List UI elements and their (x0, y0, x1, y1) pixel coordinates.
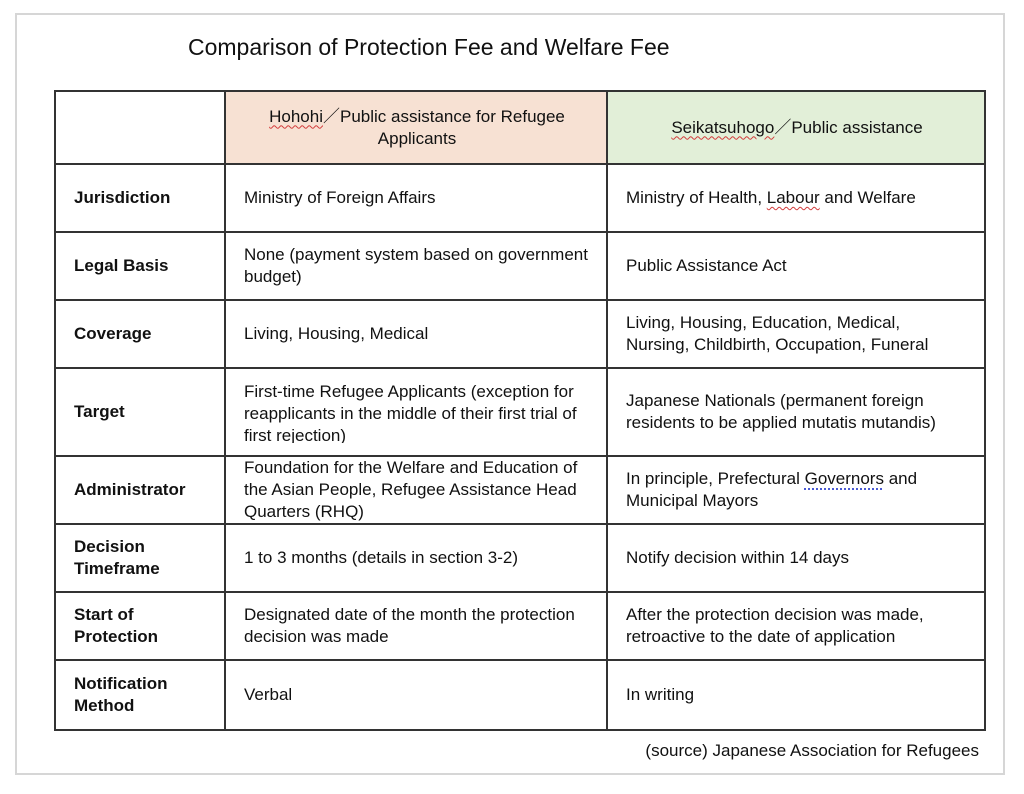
header-empty-cell (55, 91, 225, 164)
cell-hohohi (225, 368, 607, 456)
header-hohohi-text: ／Public assistance for Refugee Applicants (322, 106, 565, 148)
cell-seikatsuhogo: Japanese Nationals (permanent foreign residents to be applied mutatis mutandis) (607, 368, 985, 456)
cell-seikatsuhogo (607, 456, 985, 524)
cell-hohohi: Verbal (225, 660, 607, 730)
table-row (55, 164, 985, 232)
cell-text: Ministry of Health, (626, 188, 767, 207)
row-label: Administrator (55, 456, 225, 524)
header-seikatsuhogo-text: ／Public assistance (774, 117, 923, 137)
row-label: Decision Timeframe (55, 524, 225, 592)
cell-hohohi: Living, Housing, Medical (225, 300, 607, 368)
row-label: Coverage (55, 300, 225, 368)
header-hohohi (225, 91, 607, 164)
table-row (55, 368, 985, 456)
table-row (55, 232, 985, 300)
cell-hohohi: None (payment system based on government budget) (225, 232, 607, 300)
cell-marked-word: Labour (766, 188, 820, 207)
cell-seikatsuhogo: Notify decision within 14 days (607, 524, 985, 592)
cell-seikatsuhogo: Public Assistance Act (607, 232, 985, 300)
comparison-table (54, 90, 986, 731)
cell-hohohi: Foundation for the Welfare and Education of the Asian People, Refugee Assistance Head Quarters (RHQ) (225, 456, 607, 524)
cell-seikatsuhogo: In writing (607, 660, 985, 730)
cell-hohohi: 1 to 3 months (details in section 3-2) (225, 524, 607, 592)
cell-text: and Municipal Mayors (626, 469, 918, 510)
cell-text: and Welfare (819, 188, 916, 207)
cell-seikatsuhogo (607, 164, 985, 232)
table-row (55, 524, 985, 592)
cell-text: Living, Housing, Education, Medical, Nursing, Childbirth, Occupation, Funeral (626, 313, 929, 354)
table-row (55, 592, 985, 660)
source-note: (source) Japanese Association for Refugees (645, 741, 979, 760)
cell-marked-word: Governors (804, 469, 884, 488)
row-label: Legal Basis (55, 232, 225, 300)
row-label: Jurisdiction (55, 164, 225, 232)
header-seikatsuhogo-term: Seikatsuhogo (671, 117, 775, 137)
table-row (55, 660, 985, 730)
page-title: Comparison of Protection Fee and Welfare Fee (188, 34, 670, 60)
cell-seikatsuhogo (607, 300, 985, 368)
row-label: Start of Protection (55, 592, 225, 660)
header-seikatsuhogo (607, 91, 985, 164)
cell-seikatsuhogo: After the protection decision was made, retroactive to the date of application (607, 592, 985, 660)
cell-text: First-time Refugee Applicants (exception for reapplicants in the middle of their first trial of first rejection) (244, 382, 577, 443)
row-label: Notification Method (55, 660, 225, 730)
cell-hohohi: Ministry of Foreign Affairs (225, 164, 607, 232)
cell-text: In principle, Prefectural (626, 469, 805, 488)
cell-hohohi: Designated date of the month the protection decision was made (225, 592, 607, 660)
header-hohohi-term: Hohohi (269, 106, 323, 126)
row-label: Target (55, 368, 225, 456)
table-row (55, 456, 985, 524)
table-header-row (55, 91, 985, 164)
table-row (55, 300, 985, 368)
